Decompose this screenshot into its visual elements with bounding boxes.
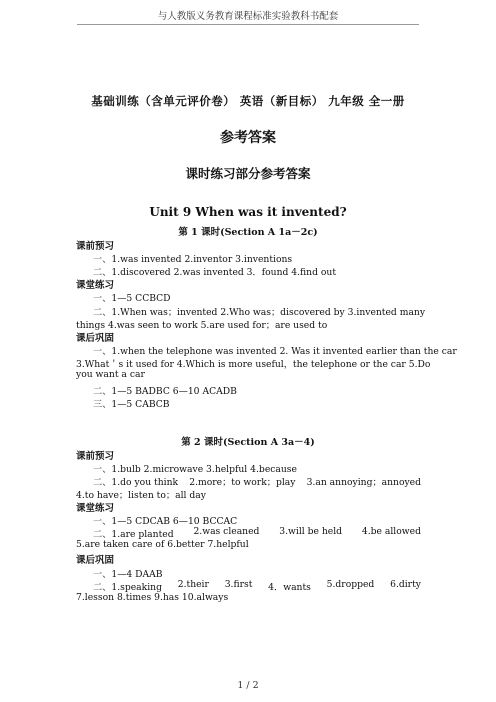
lesson2-pre-2a-item: 2.more；to work；play bbox=[189, 477, 296, 488]
lesson2-class-2a-item: 4.be allowed bbox=[361, 526, 421, 537]
lesson2-class-2a-item: 二、1.are planted bbox=[93, 529, 174, 540]
lesson2-after-2a-item: 6.dirty bbox=[390, 579, 421, 590]
page-number: 1 / 2 bbox=[237, 680, 259, 691]
lesson1-class-2b: things 4.was seen to work 5.are used for；are used to bbox=[76, 320, 328, 331]
unit-title: Unit 9 When was it invented? bbox=[149, 205, 347, 219]
lesson1-after-3: 三、1—5 CABCB bbox=[93, 399, 170, 410]
lesson1-class-title: 课堂练习 bbox=[76, 280, 115, 291]
lesson1-title: 第 1 课时(Section A 1a－2c) bbox=[178, 227, 318, 238]
lesson2-after-title: 课后巩固 bbox=[76, 555, 115, 566]
lesson1-after-1a: 一、1.when the telephone was invented 2. Was it invented earlier than the car bbox=[93, 346, 457, 357]
lesson1-after-1c: you want a car bbox=[76, 369, 145, 380]
lesson2-pre-2b: 4.to have；listen to；all day bbox=[76, 490, 206, 501]
lesson1-class-2a: 二、1.When was；invented 2.Who was；discovered by 3.invented many bbox=[93, 307, 426, 318]
lesson2-after-1: 一、1—4 DAAB bbox=[93, 569, 163, 580]
lesson2-pre-2a-item: 3.an annoying；annoyed bbox=[306, 477, 421, 488]
lesson2-after-2a bbox=[93, 579, 421, 593]
lesson2-after-2b: 7.lesson 8.times 9.has 10.always bbox=[76, 592, 229, 603]
lesson1-class-1: 一、1—5 CCBCD bbox=[93, 293, 171, 304]
lesson1-after-1b: 3.What＇s it used for 4.Which is more useful，the telephone or the car 5.Do bbox=[76, 359, 431, 370]
lesson1-pre-title: 课前预习 bbox=[76, 241, 115, 252]
lesson2-pre-2a-item: 二、1.do you think bbox=[93, 477, 179, 488]
lesson1-pre-1: 一、1.was invented 2.inventor 3.inventions bbox=[93, 254, 293, 265]
lesson2-class-2b: 5.are taken care of 6.better 7.helpful bbox=[76, 539, 249, 550]
lesson2-class-title: 课堂练习 bbox=[76, 503, 115, 514]
part-title: 课时练习部分参考答案 bbox=[185, 166, 311, 181]
lesson2-after-2a-item: 5.dropped bbox=[326, 579, 375, 590]
lesson1-after-title: 课后巩固 bbox=[76, 333, 115, 344]
lesson2-after-2a-item: 2.their bbox=[177, 579, 209, 590]
book-title: 基础训练（含单元评价卷） 英语（新目标） 九年级 全一册 bbox=[91, 94, 405, 108]
lesson2-pre-title: 课前预习 bbox=[76, 451, 115, 462]
lesson2-after-2a-item: 3.first bbox=[224, 579, 253, 590]
answer-title: 参考答案 bbox=[220, 130, 276, 146]
lesson2-class-1: 一、1—5 CDCAB 6—10 BCCAC bbox=[93, 516, 238, 527]
lesson2-class-2a-item: 3.will be held bbox=[279, 526, 343, 537]
lesson2-class-2a-item: 2.was cleaned bbox=[193, 526, 260, 537]
lesson2-class-2a bbox=[93, 526, 421, 540]
lesson2-title: 第 2 课时(Section A 3a－4) bbox=[181, 437, 315, 448]
lesson1-after-2: 二、1—5 BADBC 6—10 ACADB bbox=[93, 386, 237, 397]
lesson2-after-2a-item: 4．wants bbox=[268, 582, 311, 593]
page-header: 与人教版义务教育课程标准实验教科书配套 bbox=[157, 11, 339, 22]
lesson2-pre-2a bbox=[93, 474, 421, 488]
lesson2-after-2a-item: 二、1.speaking bbox=[93, 582, 162, 593]
lesson1-pre-2: 二、1.discovered 2.was invented 3．found 4.find out bbox=[93, 267, 337, 278]
lesson2-pre-1: 一、1.bulb 2.microwave 3.helpful 4.because bbox=[93, 464, 297, 475]
header-rule bbox=[77, 24, 419, 25]
